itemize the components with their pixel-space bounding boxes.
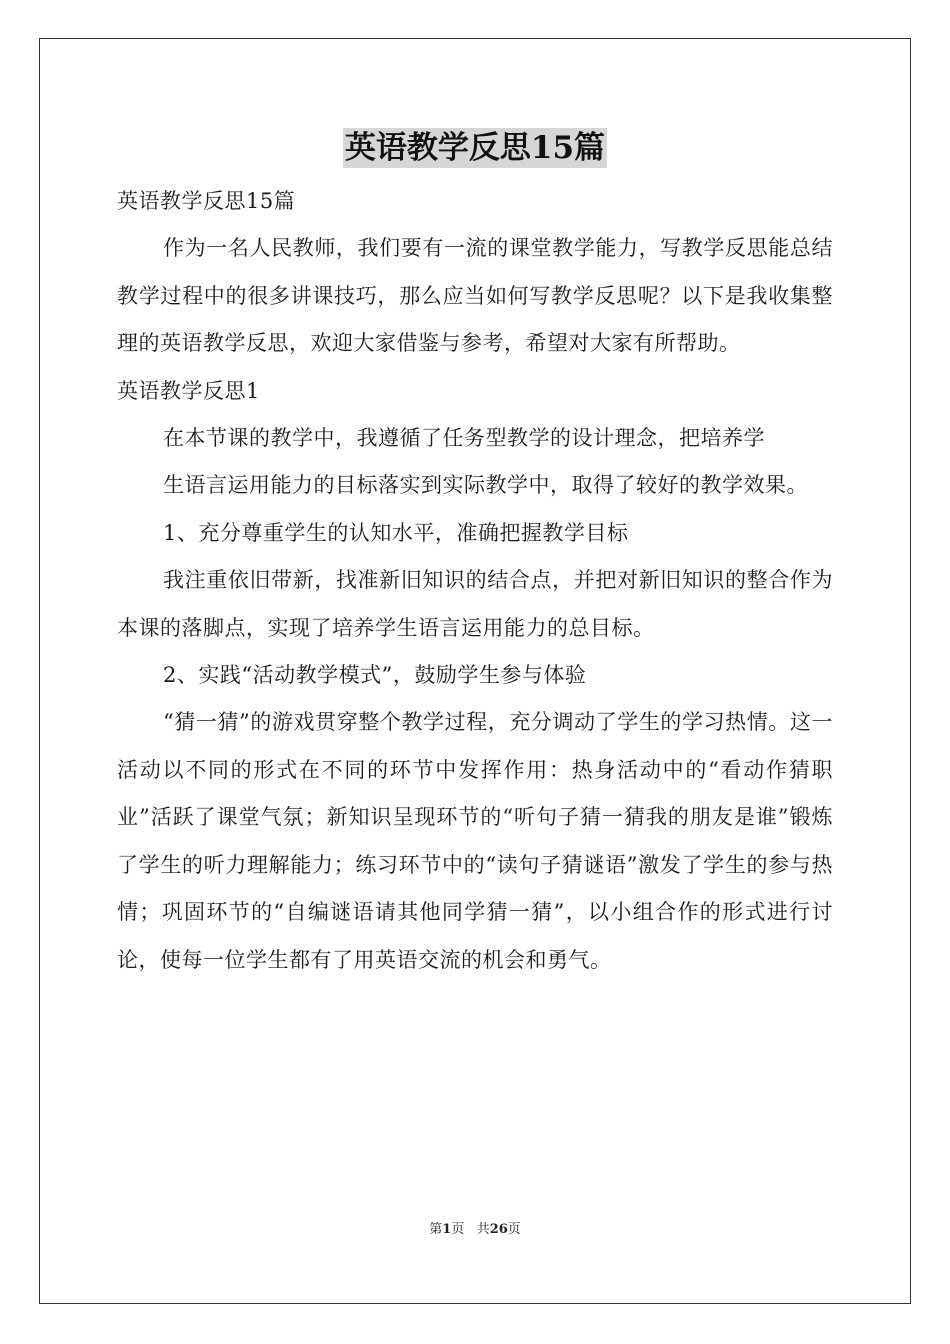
numbered-point-1: 1、充分尊重学生的认知水平，准确把握教学目标 (163, 520, 629, 545)
body-paragraph: 我注重依旧带新，找准新旧知识的结合点，并把对新旧知识的整合作为本课的落脚点，实现了培养学生语言运用能力的总目标。 (117, 568, 833, 640)
page-suffix: 页 (451, 1222, 465, 1237)
body-paragraph: 生语言运用能力的目标落实到实际教学中，取得了较好的教学效果。 (163, 473, 808, 498)
page-prefix: 第 (429, 1222, 443, 1237)
page-total: 26 (489, 1222, 508, 1237)
title-container (0, 128, 950, 168)
subtitle: 英语教学反思15篇 (117, 189, 296, 213)
numbered-point-2: 2、实践“活动教学模式”，鼓励学生参与体验 (163, 663, 587, 688)
total-suffix: 页 (507, 1222, 521, 1237)
page-footer (0, 1218, 950, 1237)
page-current: 1 (442, 1222, 452, 1237)
total-prefix: 共 (476, 1222, 490, 1237)
intro-paragraph: 作为一名人民教师，我们要有一流的课堂教学能力，写教学反思能总结教学过程中的很多讲课技巧，那么应当如何写教学反思呢？以下是我收集整理的英语教学反思，欢迎大家借鉴与参考，希望对大家有所帮助。 (117, 236, 833, 356)
document-title: 英语教学反思15篇 (344, 130, 606, 166)
body-paragraph: 在本节课的教学中，我遵循了任务型教学的设计理念，把培养学 (163, 426, 765, 451)
document-body (117, 178, 833, 984)
body-paragraph: “猜一猜”的游戏贯穿整个教学过程，充分调动了学生的学习热情。这一活动以不同的形式在不同的环节中发挥作用：热身活动中的“看动作猜职业”活跃了课堂气氛；新知识呈现环节的“听句子猜一猜我的朋友是谁”锻炼了学生的听力理解能力；练习环节中的“读句子猜谜语”激发了学生的参与热情；巩固环节的“自编谜语请其他同学猜一猜”，以小组合作的形式进行讨论，使每一位学生都有了用英语交流的机会和勇气。 (117, 710, 833, 972)
section-heading: 英语教学反思1 (117, 378, 260, 403)
